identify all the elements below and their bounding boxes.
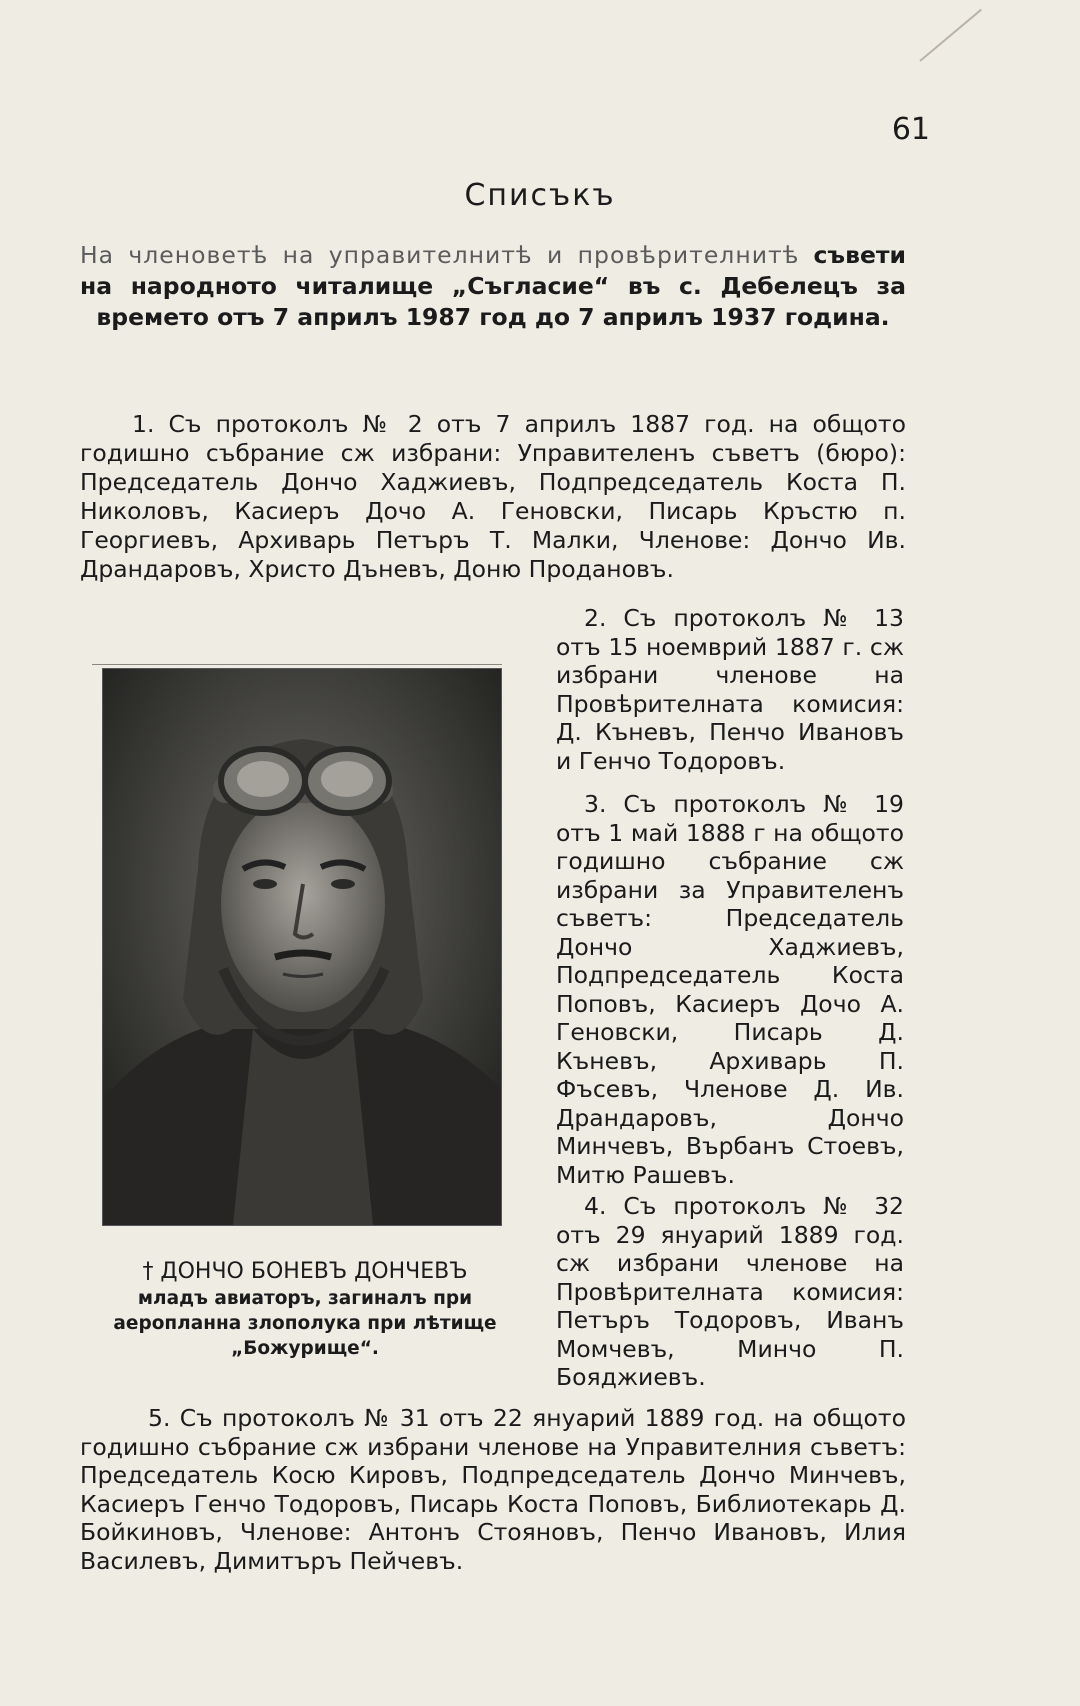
list-heading: Списъкъ [464, 178, 616, 213]
photo-frame-line [92, 664, 502, 665]
aviator-portrait-photo [102, 668, 502, 1226]
caption-name: † ДОНЧО БОНЕВЪ ДОНЧЕВЪ [142, 1259, 468, 1284]
list-item-4: 4. Съ протоколъ № 32 отъ 29 януарий 1889 год. сж избрани членове на Провѣрителната комисия: Петъръ Тодоровъ, Иванъ Момчевъ, Минчо П. Бояджиевъ. [556, 1192, 904, 1391]
list-item-1: 1. Съ протоколъ № 2 отъ 7 априлъ 1887 год. на общото годишно събрание сж избрани: Управителенъ съветъ (бюро): Председатель Дончо Хаджиевъ, Подпредседатель Коста П. Николовъ, Касиеръ Дочо А. Геновски, Писарь Кръстю п. Георгиевъ, Архиварь Петъръ Т. Малки, Членове: Дончо Ив. Драндаровъ, Христо Дъневъ, Доню Продановъ. [80, 410, 906, 583]
list-item-5: 5. Съ протоколъ № 31 отъ 22 януарий 1889 год. на общото годишно събрание сж избрани членове на Управителния съветъ: Председатель Косю Кировъ, Подпредседатель Дончо Минчевъ, Касиеръ Генчо Тодоровъ, Писарь Коста Поповъ, Библиотекарь Д. Бойкиновъ, Членове: Антонъ Стояновъ, Пенчо Ивановъ, Илия Василевъ, Димитъръ Пейчевъ. [80, 1404, 906, 1575]
intro-faded-line: На членоветѣ на управителнитѣ и провѣрителнитѣ [80, 241, 800, 269]
list-item-3: 3. Съ протоколъ № 19 отъ 1 май 1888 г на общото годишно събрание сж избрани за Управителенъ съветъ: Председатель Дончо Хаджиевъ, Подпредседатель Коста Поповъ, Касиеръ Дочо А. Геновски, Писарь Д. Къневъ, Архиварь П. Фъсевъ, Членове Д. Ив. Драндаровъ, Дончо Минчевъ, Върбанъ Стоевъ, Митю Рашевъ. [556, 790, 904, 1189]
portrait-illustration [103, 669, 501, 1225]
page-number: 61 [891, 112, 930, 147]
list-intro [80, 240, 906, 333]
photo-caption [90, 1258, 520, 1361]
list-item-2: 2. Съ протоколъ № 13 отъ 15 ноемврий 1887 г. сж избрани членове на Провѣрителната комисия: Д. Къневъ, Пенчо Ивановъ и Генчо Тодоровъ. [556, 604, 904, 775]
intro-text: съвети на народното читалище „Съгласие“ въ с. Дебелецъ за времето отъ 7 априлъ 1987 год до 7 априлъ 1937 година. [80, 241, 906, 331]
corner-fold-line [919, 9, 982, 62]
caption-description: младъ авиаторъ, загиналъ при аеропланна злополука при лѣтище „Божурище“. [113, 1288, 497, 1359]
